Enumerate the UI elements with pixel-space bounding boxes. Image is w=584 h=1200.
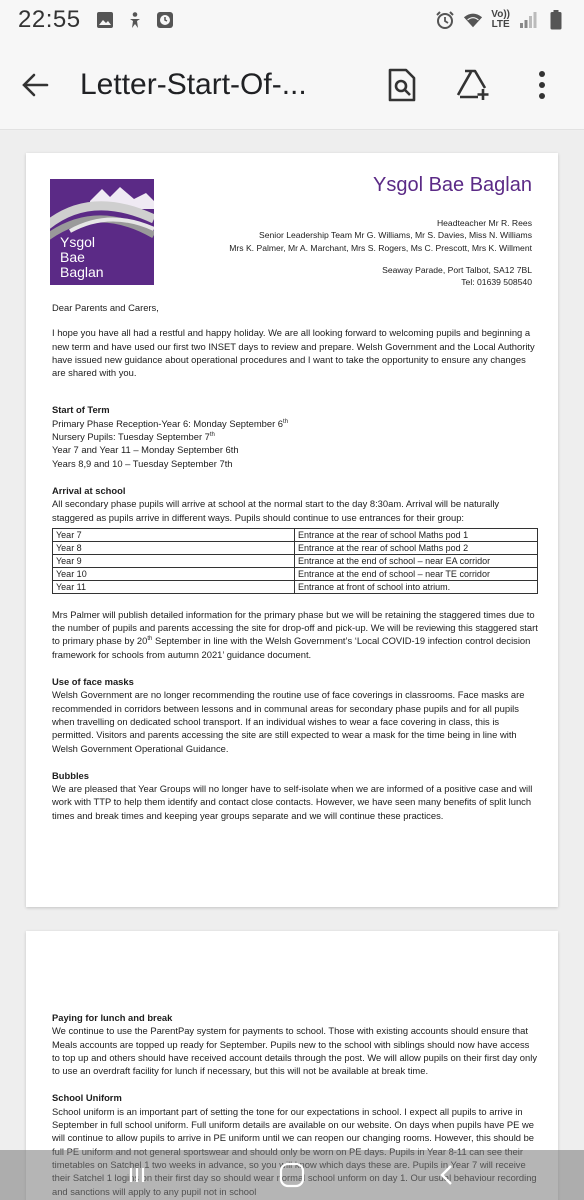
document-page-1: [26, 153, 558, 907]
table-row: Year 11 Entrance at front of school into atrium.: [53, 580, 538, 593]
status-time: 22:55: [18, 6, 81, 33]
section-heading: Paying for lunch and break: [52, 1012, 173, 1023]
start-line: Primary Phase Reception-Year 6: Monday September 6th: [52, 417, 289, 429]
table-row: Year 10 Entrance at the end of school – near TE corridor: [53, 567, 538, 580]
table-row: Year 9 Entrance at the end of school – near EA corridor: [53, 554, 538, 567]
app-bar: [0, 40, 584, 130]
add-to-drive-button[interactable]: [448, 61, 496, 109]
section-heading: Start of Term: [52, 404, 110, 416]
more-options-button[interactable]: [518, 61, 566, 109]
home-button[interactable]: [272, 1155, 312, 1195]
document-viewer[interactable]: [0, 131, 584, 1200]
add-to-drive-icon: [454, 69, 490, 101]
section-heading: Use of face masks: [52, 676, 134, 688]
image-icon: [95, 10, 115, 30]
document-title: Letter-Start-Of-...: [80, 67, 307, 101]
school-address: Seaway Parade, Port Talbot, SA12 7BL Tel: 01639 508540: [382, 265, 532, 288]
search-document-icon: [387, 68, 417, 102]
letter-body: [52, 301, 538, 834]
intro-paragraph: I hope you have all had a restful and happy holiday. We are all looking forward to welcoming pupils and beginning a new term and have used our first two INSET days to review and prepare. Welsh Government and the Local Authority have issued new guidance about operational procedures and I want to take the opportunity to ensure any changes are shared with you.: [52, 327, 535, 379]
bubbles-paragraph: We are pleased that Year Groups will no longer have to self-isolate when we are informed of a positive case and will work with TTP to help them identify and contact close contacts. However, we have seen many benefits of split lunch times and break times and keeping year groups separate and we will continue these practices.: [52, 783, 533, 821]
battery-icon: [546, 10, 566, 30]
masks-paragraph: Welsh Government are no longer recommending the routine use of face coverings in classrooms. Face masks are recommended in corridors between lessons and in communal areas for secondary phase pupils and for all pupils when travelling on dedicated school transport. If an individual wishes to wear a face covering in class, this is permitted. Visitors and parents accessing the site are still expected to wear a mask for the time being in line with Welsh Government Operational Guidance.: [52, 689, 525, 754]
table-row: Year 8 Entrance at the rear of school Maths pod 2: [53, 541, 538, 554]
recents-button[interactable]: [117, 1155, 157, 1195]
back-nav-icon: [435, 1163, 459, 1187]
wifi-icon: [463, 10, 483, 30]
staff-list: Headteacher Mr R. Rees Senior Leadership Team Mr G. Williams, Mr S. Davies, Miss N. Williams Mrs K. Palmer, Mr A. Marchant, Mrs S. Rogers, Ms C. Prescott, Mrs K. Willment: [229, 218, 532, 253]
section-heading: School Uniform: [52, 1092, 122, 1104]
clock-icon: [155, 10, 175, 30]
find-in-document-button[interactable]: [378, 61, 426, 109]
table-row: Year 7 Entrance at the rear of school Maths pod 1: [53, 528, 538, 541]
uniform-paragraph: School uniform is an important part of setting the tone for our expectations in school. I expect all pupils to arrive in September in full school uniform. Full uniform details are available on our website. On days when pupils have PE we will continue to allow pupils to arrive in PE uniform until we can reopen our changing rooms. However, this should be: [52, 1105, 535, 1144]
more-vert-icon: [537, 70, 547, 100]
primary-paragraph: Mrs Palmer will publish detailed information for the primary phase but we will be retaining the staggered times due to the number of pupils and parents accessing the site for drop-off and pick-up. We will be reviewing this staggered start to primary phase by 20th September in line with the Welsh Government’s ‘Local COVID-19 infection control decision framework for schools from autumn 2021’ guidance document.: [52, 608, 538, 660]
status-bar: [0, 0, 584, 40]
navigation-bar: [0, 1150, 584, 1200]
school-name: Ysgol Bae Baglan: [372, 174, 532, 196]
section-heading: Arrival at school: [52, 484, 126, 496]
alarm-icon: [435, 10, 455, 30]
entrances-table: [52, 528, 538, 594]
lunch-paragraph: We continue to use the ParentPay system for payments to school. Those with existing accounts should ensure that Meals accounts are topped up ready for September. Pupils new to the school with siblings should now have access to top up and others should have received account details through the post. We will allow pupils on their first day only to use an overdraft facility for lunch if necessary, but this will not be available at break time.: [52, 1025, 538, 1077]
arrival-paragraph: All secondary phase pupils will arrive at school at the normal start to the day 8:30am. Arrival will be naturally staggered as pupils arrive in different ways. Pupils should continue to use entrances for their group:: [52, 498, 500, 523]
back-nav-button[interactable]: [427, 1155, 467, 1195]
arrow-back-icon: [21, 71, 49, 99]
start-line: Year 7 and Year 11 – Monday September 6th: [52, 444, 239, 456]
accessibility-icon: [125, 10, 145, 30]
start-line: Nursery Pupils: Tuesday September 7th: [52, 431, 215, 443]
signal-icon: [518, 10, 538, 30]
volte-label: Vo)) LTE: [491, 9, 510, 30]
recents-icon: [125, 1163, 149, 1187]
greeting: Dear Parents and Carers,: [52, 302, 159, 313]
home-icon: [277, 1160, 307, 1190]
start-line: Years 8,9 and 10 – Tuesday September 7th: [52, 457, 233, 469]
section-heading: Bubbles: [52, 769, 89, 781]
school-logo: Ysgol Bae Baglan: [50, 179, 154, 285]
back-button[interactable]: [0, 40, 70, 130]
